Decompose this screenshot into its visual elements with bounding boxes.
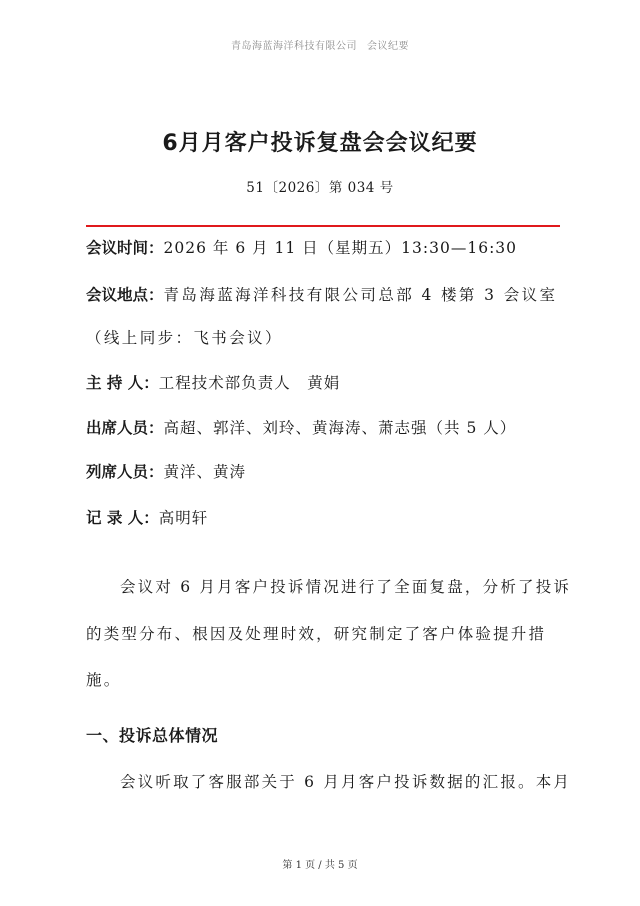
meeting-location-row (86, 285, 566, 305)
document-number: 51〔2026〕第 034 号 (246, 180, 394, 196)
recorder-row (86, 508, 566, 528)
host-value: 工程技术部负责人 黄娟 (158, 374, 341, 392)
intro-paragraph-line-3: 施。 (86, 671, 122, 689)
section-1-heading: 一、投诉总体情况 (86, 726, 219, 745)
intro-paragraph-line-2: 的类型分布、根因及处理时效，研究制定了客户体验提升措 (86, 625, 547, 643)
meeting-time-label: 会议时间： (86, 239, 164, 257)
meeting-location-note (86, 328, 566, 348)
attendees-row (86, 418, 566, 438)
header-doc-type: 会议纪要 (367, 41, 409, 52)
meeting-location-value: 青岛海蓝海洋科技有限公司总部 4 楼第 3 会议室 (163, 286, 558, 304)
location-note-text: （线上同步：飞书会议） (86, 329, 283, 347)
host-label: 主 持 人： (86, 374, 159, 392)
document-title: 6月月客户投诉复盘会会议纪要 (162, 131, 478, 156)
intro-paragraph-line-1: 会议对 6 月月客户投诉情况进行了全面复盘，分析了投诉 (120, 578, 572, 596)
red-divider (86, 225, 560, 227)
recorder-label: 记 录 人： (86, 509, 159, 527)
attendees-label: 出席人员： (86, 419, 164, 437)
meeting-time-value: 2026 年 6 月 11 日（星期五）13:30—16:30 (163, 239, 518, 257)
meeting-time-row (86, 238, 566, 258)
meeting-location-label: 会议地点： (86, 286, 164, 304)
running-header (0, 37, 640, 52)
observers-row (86, 462, 566, 482)
host-row (86, 373, 566, 393)
header-company: 青岛海蓝海洋科技有限公司 (231, 41, 357, 52)
attendees-value: 高超、郭洋、刘玲、黄海涛、萧志强（共 5 人） (163, 419, 517, 437)
page-number-footer: 第 1 页 / 共 5 页 (282, 860, 358, 871)
section-1-paragraph-line-1: 会议听取了客服部关于 6 月月客户投诉数据的汇报。本月 (120, 773, 572, 791)
recorder-value: 高明轩 (158, 509, 209, 527)
observers-value: 黄洋、黄涛 (163, 463, 247, 481)
observers-label: 列席人员： (86, 463, 164, 481)
